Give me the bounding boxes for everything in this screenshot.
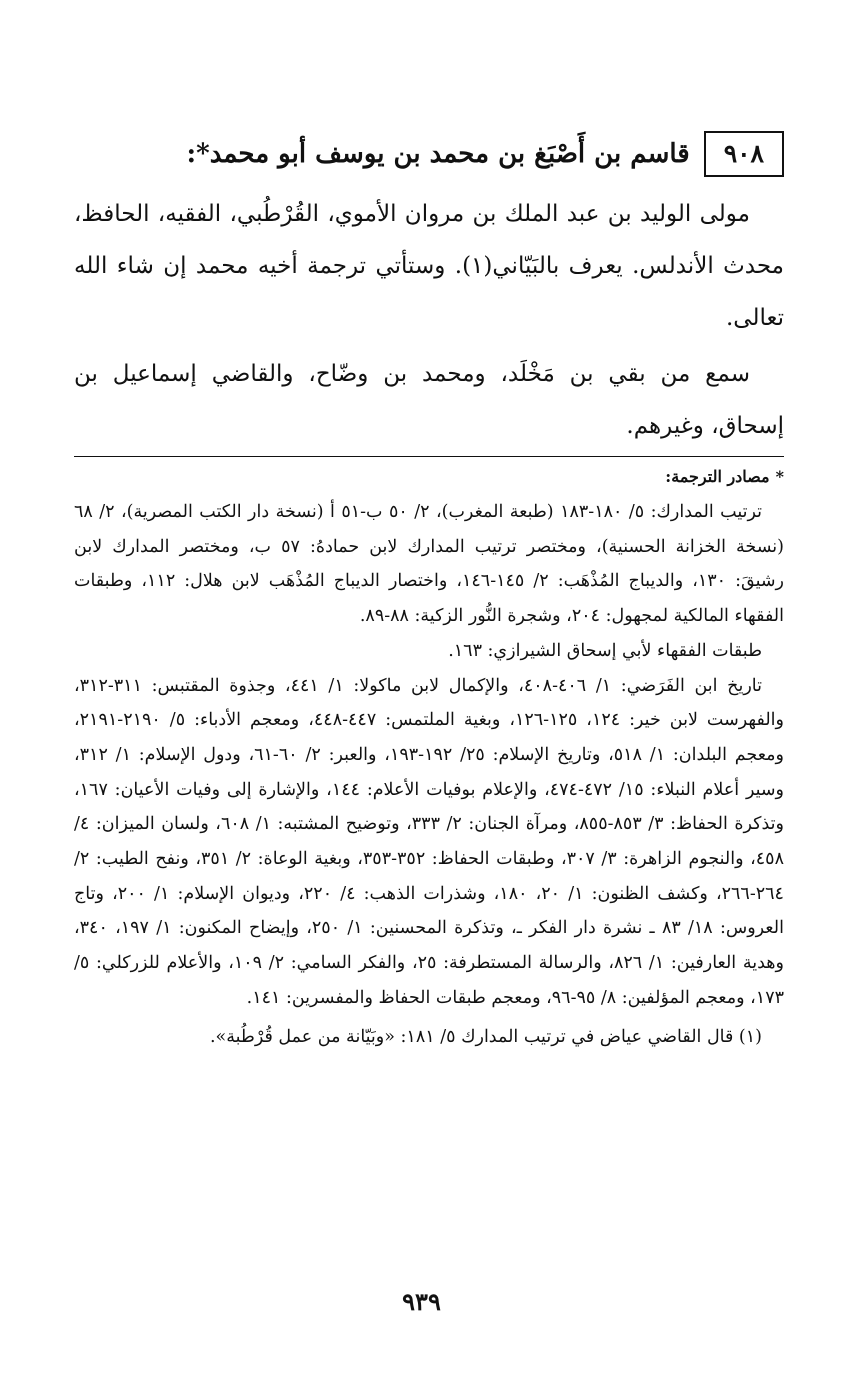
sources-paragraph: ترتيب المدارك: ٥/ ١٨٠-١٨٣ (طبعة المغرب)، ٢/ ٥٠ ب-٥١ أ (نسخة دار الكتب المصرية)، ٢/ ٦٨ (نسخة الخزانة الحسنية)، ومختصر ترتيب المدارك لابن حمادهُ: ٥٧ ب، ومختصر المدارك لابن رشيقَ: ١٣٠، والديباج المُذْهَب: ٢/ ١٤٥-١٤٦، واختصار الديباج المُذْهَب لابن هلال: ١١٢، وطبقات الفقهاء المالكية لمجهول: ٢٠٤، وشجرة النُّور الزكية: ٨٨-٨٩. [74, 502, 784, 627]
footnote: (١) قال القاضي عياض في ترتيب المدارك ٥/ ١٨١: «وبَيّانة من عمل قُرْطُبة». [209, 1026, 762, 1047]
page-content [74, 128, 784, 1054]
sources-heading [74, 463, 784, 491]
biography-paragraph: مولى الوليد بن عبد الملك بن مروان الأموي، القُرْطُبي، الفقيه، الحافظ، محدث الأندلس. يعرف بالبَيّاني(١). وستأتي ترجمة أخيه محمد إن شاء الله تعالى. [74, 201, 784, 331]
sources-paragraph: تاريخ ابن الفَرَضي: ١/ ٤٠٦-٤٠٨، والإكمال لابن ماكولا: ١/ ٤٤١، وجذوة المقتبس: ٣١١-٣١٢، والفهرست لابن خير: ١٢٤، ١٢٥-١٢٦، وبغية الملتمس: ٤٤٧-٤٤٨، ومعجم الأدباء: ٥/ ٢١٩٠-٢١٩١، ومعجم البلدان: ١/ ٥١٨، وتاريخ الإسلام: ٢٥/ ١٩٢-١٩٣، والعبر: ٢/ ٦٠-٦١، ودول الإسلام: ١/ ٣١٢، وسير أعلام النبلاء: ١٥/ ٤٧٢-٤٧٤، والإعلام بوفيات الأعلام: ١٤٤، والإشارة إلى وفيات الأعيان: ١٦٧، وتذكرة الحفاظ: ٣/ ٨٥٣-٨٥٥، ومرآة الجنان: ٢/ ٣٣٣، وتوضيح المشتبه: ١/ ٦٠٨، ولسان الميزان: ٤/ ٤٥٨، والنجوم الزاهرة: ٣/ ٣٠٧، وطبقات الحفاظ: ٣٥٢-٣٥٣، وبغية الوعاة: ٢/ ٣٥١، ونفح الطيب: ٢/ ٢٦٤-٢٦٦، وكشف الظنون: ١/ ٢٠، ١٨٠، وشذرات الذهب: ٤/ ٢٢٠، وديوان الإسلام: ١/ ٢٠٠، وتاج العروس: ١٨/ ٨٣ ـ نشرة دار الفكر ـ، وتذكرة المحسنين: ١/ ٢٥٠، وإيضاح المكنون: ١/ ١٩٧، ٣٤٠، وهدية العارفين: ١/ ٨٢٦، والرسالة المستطرفة: ٢٥، والفكر السامي: ٢/ ١٠٩، والأعلام للزركلي: ٥/ ١٧٣، ومعجم المؤلفين: ٨/ ٩٥-٩٦، ومعجم طبقات الحفاظ والمفسرين: ١٤١. [74, 675, 785, 1008]
entry-heading [74, 128, 784, 180]
sources-paragraph: طبقات الفقهاء لأبي إسحاق الشيرازي: ١٦٣. [448, 640, 762, 661]
entry-number-box: ٩٠٨ [704, 131, 784, 177]
entry-title: قاسم بن أَصْبَغ بن محمد بن يوسف أبو محمد*: [186, 139, 690, 169]
asterisk-marker: * [775, 467, 784, 486]
sources-label: مصادر الترجمة: [665, 467, 770, 486]
biography-paragraph: سمع من بقي بن مَخْلَد، ومحمد بن وضّاح، والقاضي إسماعيل بن إسحاق، وغيرهم. [74, 361, 784, 439]
footnote-divider [74, 456, 784, 457]
page-number: ٩٣٩ [402, 1287, 441, 1316]
